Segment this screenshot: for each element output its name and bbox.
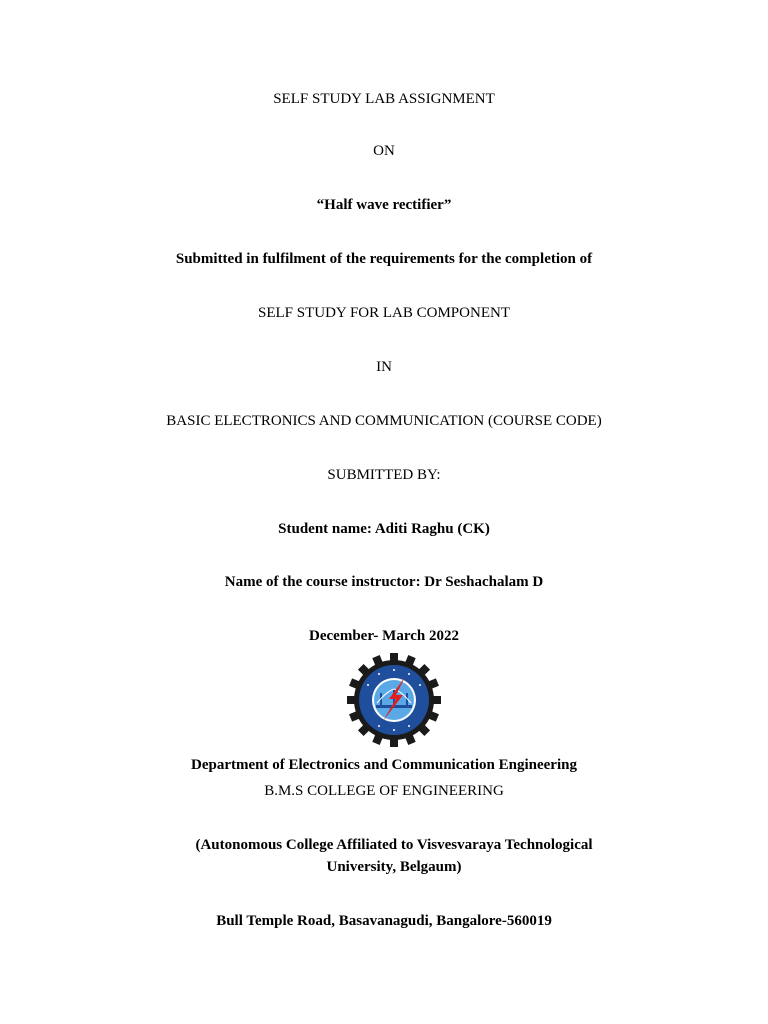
component-title: SELF STUDY FOR LAB COMPONENT [258, 305, 510, 321]
session-dates: December- March 2022 [309, 628, 459, 644]
submission-statement: Submitted in fulfilment of the requirements for the completion of [175, 251, 593, 267]
topic-title: “Half wave rectifier” [316, 197, 452, 213]
college-emblem-icon [343, 653, 445, 747]
college-name: B.M.S COLLEGE OF ENGINEERING [264, 783, 504, 799]
course-title: BASIC ELECTRONICS AND COMMUNICATION (COURSE CODE) [166, 413, 602, 429]
on-label: ON [373, 143, 395, 159]
college-address: Bull Temple Road, Basavanagudi, Bangalore-560019 [216, 913, 552, 929]
assignment-title: SELF STUDY LAB ASSIGNMENT [273, 91, 495, 107]
submitted-by-label: SUBMITTED BY: [327, 467, 441, 483]
in-label: IN [376, 359, 392, 375]
affiliation-note: (Autonomous College Affiliated to Visvesvaraya Technological University, Belgaum) [195, 837, 593, 875]
instructor-name: Name of the course instructor: Dr Seshachalam D [224, 574, 544, 590]
department-name: Department of Electronics and Communication Engineering [191, 757, 577, 773]
student-name: Student name: Aditi Raghu (CK) [278, 521, 490, 537]
